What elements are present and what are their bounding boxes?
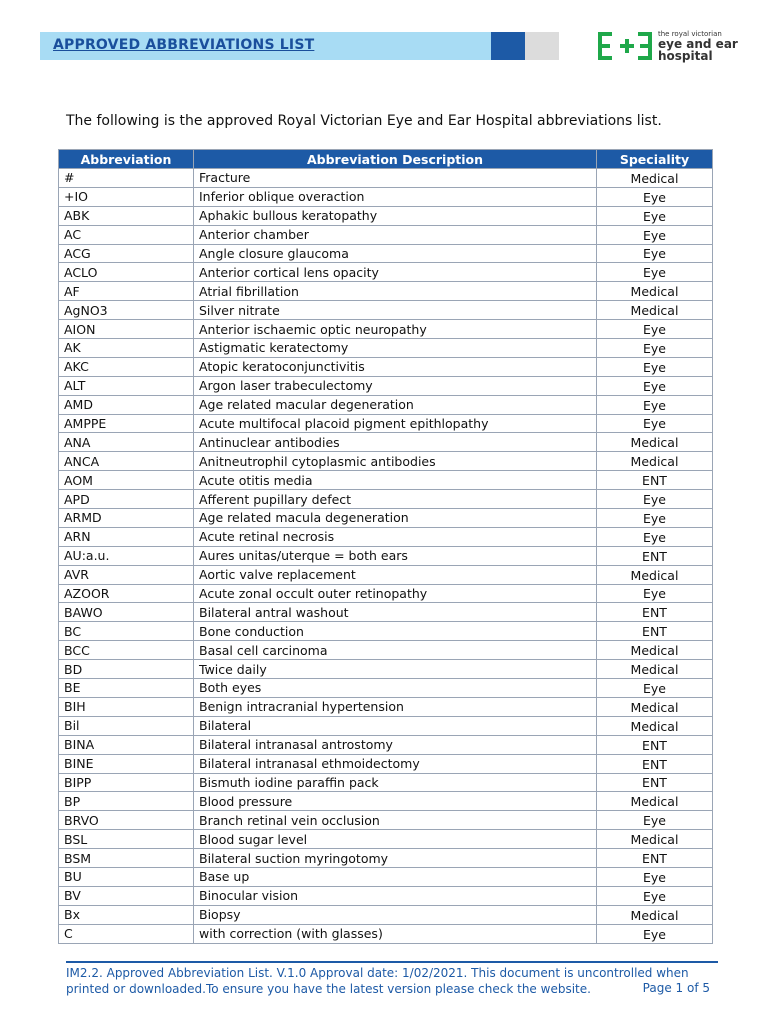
abbreviation-cell: BCC: [59, 641, 194, 660]
table-row: [59, 716, 713, 735]
table-row: [59, 584, 713, 603]
abbreviation-cell: BU: [59, 867, 194, 886]
description-cell: Silver nitrate: [194, 301, 597, 320]
logo-text-line1: the royal victorian: [658, 30, 722, 38]
description-cell: Blood sugar level: [194, 830, 597, 849]
abbreviation-cell: AgNO3: [59, 301, 194, 320]
table-row: [59, 263, 713, 282]
table-row: [59, 527, 713, 546]
speciality-cell: ENT: [597, 622, 713, 641]
intro-paragraph: The following is the approved Royal Victorian Eye and Ear Hospital abbreviations list.: [66, 113, 662, 129]
table-row: [59, 697, 713, 716]
description-cell: Age related macula degeneration: [194, 509, 597, 528]
description-cell: Acute multifocal placoid pigment epithlopathy: [194, 414, 597, 433]
description-cell: Bone conduction: [194, 622, 597, 641]
table-row: [59, 225, 713, 244]
speciality-cell: ENT: [597, 849, 713, 868]
logo-text-line2: eye and ear: [658, 37, 738, 51]
speciality-cell: Medical: [597, 830, 713, 849]
table-row: [59, 320, 713, 339]
table-row: [59, 206, 713, 225]
speciality-cell: ENT: [597, 735, 713, 754]
abbreviation-cell: C: [59, 924, 194, 943]
speciality-cell: Medical: [597, 792, 713, 811]
abbreviation-cell: AOM: [59, 471, 194, 490]
abbreviation-cell: AKC: [59, 357, 194, 376]
table-row: [59, 395, 713, 414]
footer-divider: [66, 961, 718, 963]
description-cell: Biopsy: [194, 905, 597, 924]
speciality-cell: Eye: [597, 867, 713, 886]
speciality-cell: Eye: [597, 320, 713, 339]
hospital-logo: [596, 30, 746, 66]
e-plus-e-logo-icon: [596, 30, 654, 62]
table-row: [59, 905, 713, 924]
abbreviation-cell: AZOOR: [59, 584, 194, 603]
speciality-cell: Medical: [597, 697, 713, 716]
speciality-cell: Eye: [597, 339, 713, 358]
speciality-cell: ENT: [597, 471, 713, 490]
description-cell: Bilateral: [194, 716, 597, 735]
abbreviation-cell: BRVO: [59, 811, 194, 830]
description-cell: Inferior oblique overaction: [194, 187, 597, 206]
logo-text-line3: hospital: [658, 49, 713, 63]
description-cell: Acute otitis media: [194, 471, 597, 490]
abbreviation-cell: BD: [59, 660, 194, 679]
speciality-cell: Eye: [597, 225, 713, 244]
table-row: [59, 244, 713, 263]
description-cell: Benign intracranial hypertension: [194, 697, 597, 716]
abbreviation-cell: AC: [59, 225, 194, 244]
table-row: [59, 301, 713, 320]
abbreviation-cell: #: [59, 169, 194, 188]
description-cell: Bilateral intranasal ethmoidectomy: [194, 754, 597, 773]
description-cell: Anterior cortical lens opacity: [194, 263, 597, 282]
abbreviation-cell: AMD: [59, 395, 194, 414]
footer-disclaimer: IM2.2. Approved Abbreviation List. V.1.0 Approval date: 1/02/2021. This document is uncontrolled when printed or downloaded.To ensure you have the latest version please check the website.: [66, 966, 689, 996]
table-row: [59, 886, 713, 905]
speciality-cell: ENT: [597, 773, 713, 792]
abbreviation-cell: BIH: [59, 697, 194, 716]
abbreviation-cell: BP: [59, 792, 194, 811]
speciality-cell: Eye: [597, 206, 713, 225]
speciality-cell: Medical: [597, 660, 713, 679]
table-body: [59, 169, 713, 944]
speciality-cell: Eye: [597, 244, 713, 263]
speciality-cell: Eye: [597, 509, 713, 528]
description-cell: Bilateral intranasal antrostomy: [194, 735, 597, 754]
abbreviation-cell: ALT: [59, 376, 194, 395]
abbreviation-cell: BAWO: [59, 603, 194, 622]
table-row: [59, 849, 713, 868]
description-cell: Antinuclear antibodies: [194, 433, 597, 452]
speciality-cell: ENT: [597, 754, 713, 773]
abbreviation-cell: ANA: [59, 433, 194, 452]
description-cell: Blood pressure: [194, 792, 597, 811]
abbreviation-cell: APD: [59, 490, 194, 509]
speciality-cell: Medical: [597, 282, 713, 301]
description-cell: Anterior ischaemic optic neuropathy: [194, 320, 597, 339]
abbreviation-cell: BINA: [59, 735, 194, 754]
description-cell: Astigmatic keratectomy: [194, 339, 597, 358]
speciality-cell: Eye: [597, 679, 713, 698]
description-cell: with correction (with glasses): [194, 924, 597, 943]
description-cell: Atopic keratoconjunctivitis: [194, 357, 597, 376]
speciality-cell: ENT: [597, 546, 713, 565]
table-row: [59, 471, 713, 490]
description-cell: Binocular vision: [194, 886, 597, 905]
description-cell: Branch retinal vein occlusion: [194, 811, 597, 830]
speciality-cell: Medical: [597, 452, 713, 471]
table-row: [59, 773, 713, 792]
speciality-cell: Eye: [597, 490, 713, 509]
description-cell: Aphakic bullous keratopathy: [194, 206, 597, 225]
table-row: [59, 622, 713, 641]
table-row: [59, 792, 713, 811]
table-row: [59, 679, 713, 698]
table-header-row: [59, 150, 713, 169]
description-cell: Base up: [194, 867, 597, 886]
description-cell: Anitneutrophil cytoplasmic antibodies: [194, 452, 597, 471]
description-cell: Fracture: [194, 169, 597, 188]
description-cell: Atrial fibrillation: [194, 282, 597, 301]
column-header-abbreviation: Abbreviation: [59, 150, 194, 169]
table-row: [59, 660, 713, 679]
description-cell: Age related macular degeneration: [194, 395, 597, 414]
table-row: [59, 414, 713, 433]
description-cell: Twice daily: [194, 660, 597, 679]
description-cell: Acute zonal occult outer retinopathy: [194, 584, 597, 603]
description-cell: Argon laser trabeculectomy: [194, 376, 597, 395]
abbreviation-cell: +IO: [59, 187, 194, 206]
description-cell: Angle closure glaucoma: [194, 244, 597, 263]
table-row: [59, 490, 713, 509]
speciality-cell: Medical: [597, 641, 713, 660]
abbreviation-cell: AMPPE: [59, 414, 194, 433]
abbreviation-cell: BE: [59, 679, 194, 698]
abbreviation-cell: AVR: [59, 565, 194, 584]
description-cell: Bismuth iodine paraffin pack: [194, 773, 597, 792]
speciality-cell: Eye: [597, 414, 713, 433]
abbreviation-cell: BV: [59, 886, 194, 905]
abbreviation-cell: ABK: [59, 206, 194, 225]
abbreviation-cell: ARN: [59, 527, 194, 546]
header-accent-dark: [491, 32, 525, 60]
speciality-cell: Medical: [597, 565, 713, 584]
abbreviation-cell: AF: [59, 282, 194, 301]
speciality-cell: Medical: [597, 169, 713, 188]
speciality-cell: Eye: [597, 924, 713, 943]
abbreviation-cell: ANCA: [59, 452, 194, 471]
abbreviation-cell: BSL: [59, 830, 194, 849]
table-row: [59, 603, 713, 622]
description-cell: Bilateral antral washout: [194, 603, 597, 622]
document-title: APPROVED ABBREVIATIONS LIST: [53, 37, 315, 53]
abbreviation-cell: BINE: [59, 754, 194, 773]
speciality-cell: Medical: [597, 433, 713, 452]
column-header-speciality: Speciality: [597, 150, 713, 169]
table-row: [59, 924, 713, 943]
speciality-cell: Eye: [597, 886, 713, 905]
table-row: [59, 282, 713, 301]
speciality-cell: Eye: [597, 357, 713, 376]
column-header-description: Abbreviation Description: [194, 150, 597, 169]
table-row: [59, 452, 713, 471]
table-row: [59, 641, 713, 660]
description-cell: Acute retinal necrosis: [194, 527, 597, 546]
speciality-cell: Medical: [597, 301, 713, 320]
speciality-cell: Eye: [597, 811, 713, 830]
table-row: [59, 433, 713, 452]
abbreviation-cell: Bx: [59, 905, 194, 924]
table-row: [59, 546, 713, 565]
header-accent-light: [525, 32, 559, 60]
page-number: Page 1 of 5: [642, 981, 710, 995]
table-row: [59, 565, 713, 584]
description-cell: Anterior chamber: [194, 225, 597, 244]
description-cell: Basal cell carcinoma: [194, 641, 597, 660]
table-row: [59, 754, 713, 773]
table-row: [59, 376, 713, 395]
speciality-cell: Eye: [597, 376, 713, 395]
table-row: [59, 357, 713, 376]
abbreviation-cell: BSM: [59, 849, 194, 868]
table-row: [59, 187, 713, 206]
speciality-cell: Eye: [597, 187, 713, 206]
abbreviation-cell: BC: [59, 622, 194, 641]
table-row: [59, 811, 713, 830]
description-cell: Aortic valve replacement: [194, 565, 597, 584]
speciality-cell: Medical: [597, 905, 713, 924]
abbreviation-cell: AION: [59, 320, 194, 339]
table-row: [59, 509, 713, 528]
abbreviation-cell: ACLO: [59, 263, 194, 282]
description-cell: Both eyes: [194, 679, 597, 698]
abbreviation-cell: AK: [59, 339, 194, 358]
description-cell: Aures unitas/uterque = both ears: [194, 546, 597, 565]
table-row: [59, 867, 713, 886]
speciality-cell: Eye: [597, 395, 713, 414]
table-row: [59, 339, 713, 358]
abbreviations-table: [58, 149, 713, 944]
abbreviation-cell: ARMD: [59, 509, 194, 528]
abbreviation-cell: BIPP: [59, 773, 194, 792]
speciality-cell: Eye: [597, 263, 713, 282]
speciality-cell: ENT: [597, 603, 713, 622]
abbreviation-cell: Bil: [59, 716, 194, 735]
table-row: [59, 169, 713, 188]
table-row: [59, 735, 713, 754]
speciality-cell: Medical: [597, 716, 713, 735]
abbreviation-cell: ACG: [59, 244, 194, 263]
abbreviation-cell: AU:a.u.: [59, 546, 194, 565]
description-cell: Afferent pupillary defect: [194, 490, 597, 509]
description-cell: Bilateral suction myringotomy: [194, 849, 597, 868]
speciality-cell: Eye: [597, 584, 713, 603]
speciality-cell: Eye: [597, 527, 713, 546]
table-row: [59, 830, 713, 849]
